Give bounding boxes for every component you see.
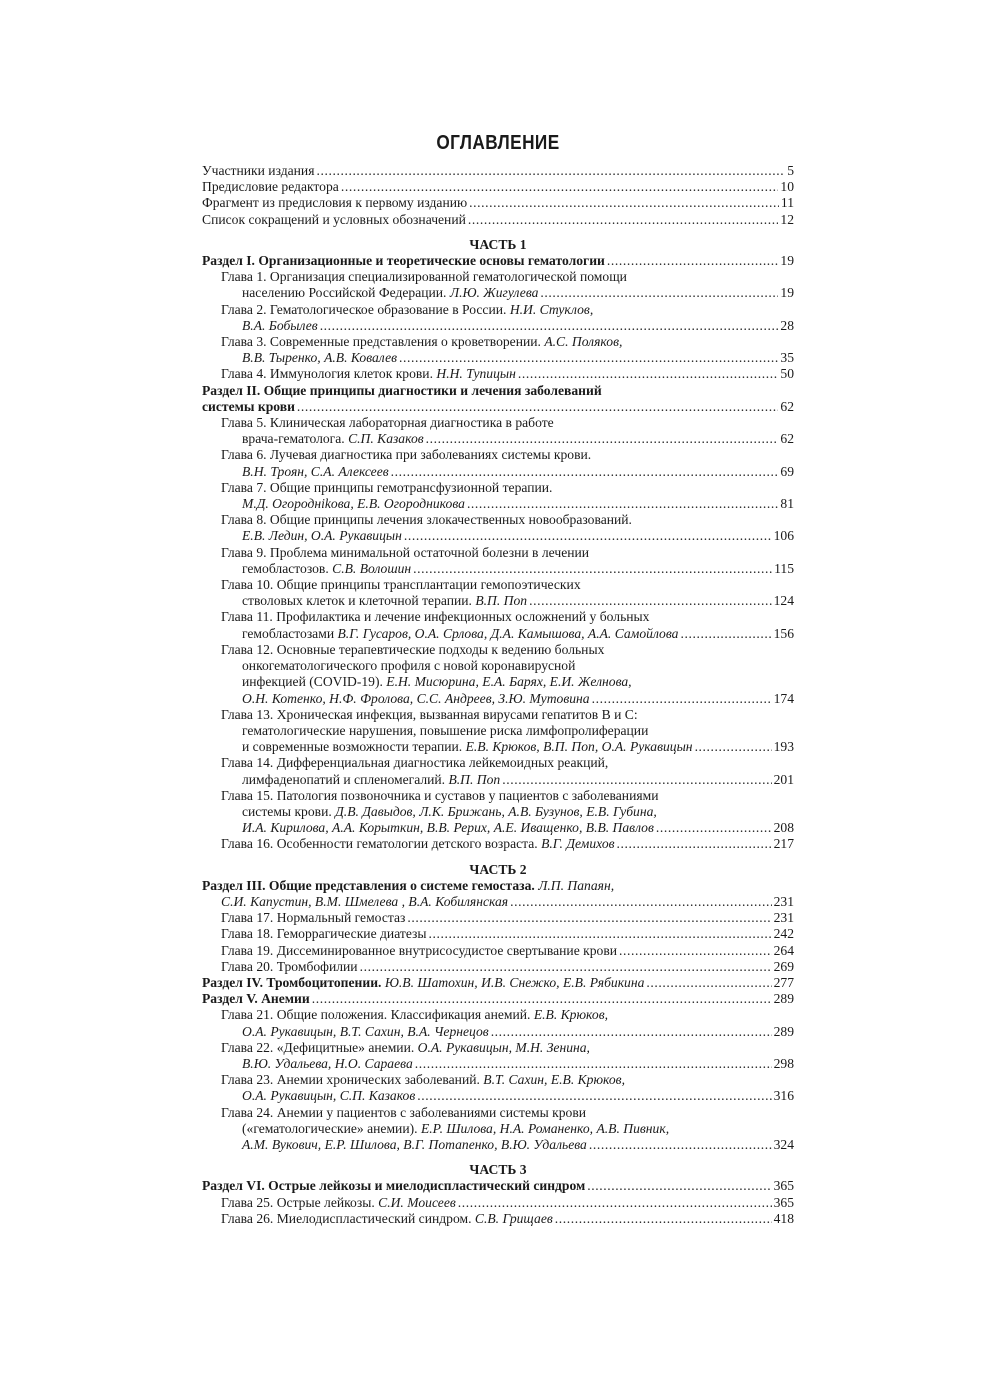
- dot-leader: [413, 561, 772, 577]
- toc-chapter[interactable]: [202, 447, 794, 463]
- entry-text: [221, 788, 659, 804]
- page-number: 115: [774, 560, 794, 576]
- entry-text: [221, 366, 516, 382]
- toc-chapter[interactable]: [202, 1088, 794, 1104]
- page-number: 418: [773, 1210, 794, 1226]
- page-number: 124: [773, 593, 794, 609]
- entry-text: [242, 820, 654, 836]
- entry-text: [221, 269, 627, 285]
- toc-chapter[interactable]: [202, 820, 794, 836]
- authors: В.В. Тыренко, А.В. Ковалев: [242, 350, 397, 366]
- toc-chapter[interactable]: [202, 755, 794, 771]
- authors: Е.Р. Шилова, Н.А. Романенко, А.В. Пивник,: [420, 1120, 670, 1136]
- toc-chapter[interactable]: [202, 431, 794, 447]
- chapter-title: Список сокращений и условных обозначений: [202, 211, 466, 227]
- entry-text: [202, 878, 614, 894]
- entry-text: [242, 285, 538, 301]
- toc-chapter[interactable]: [202, 1072, 794, 1088]
- chapter-title: Глава 15. Патология позвоночника и суставов у пациентов с заболеваниями: [221, 787, 659, 803]
- entry-text: [242, 431, 424, 447]
- front-matter-entry[interactable]: [202, 212, 794, 228]
- page-number: 289: [773, 1023, 794, 1039]
- chapter-title: Глава 8. Общие принципы лечения злокачественных новообразований.: [221, 512, 632, 528]
- toc-chapter[interactable]: [202, 528, 794, 544]
- authors: В.Ю. Удальева, Н.О. Сараева: [242, 1055, 413, 1071]
- front-matter-entry[interactable]: [202, 195, 794, 211]
- toc-chapter[interactable]: [202, 959, 794, 975]
- chapter-title: гематологические нарушения, повышение риска лимфопролиферации: [242, 722, 649, 738]
- toc-chapter[interactable]: [202, 269, 794, 285]
- page-number: 231: [773, 910, 794, 926]
- authors: В.Г. Демихов: [541, 836, 615, 852]
- page-number: 19: [780, 253, 794, 269]
- authors: Н.Н. Тупицын: [436, 366, 516, 382]
- toc-chapter[interactable]: [202, 285, 794, 301]
- entry-text: [202, 383, 602, 399]
- section-title: системы крови: [202, 398, 295, 414]
- entry-text: [242, 593, 527, 609]
- dot-leader: [589, 1137, 772, 1153]
- part-heading: ЧАСТЬ 1: [469, 236, 527, 252]
- page-number: 193: [773, 739, 794, 755]
- toc-chapter[interactable]: [202, 772, 794, 788]
- chapter-title: Глава 24. Анемии у пациентов с заболеваниями системы крови: [221, 1104, 587, 1120]
- page-number: 365: [773, 1194, 794, 1210]
- section-title: Раздел VI. Острые лейкозы и миелодиспластический синдром: [202, 1178, 586, 1194]
- dot-leader: [469, 195, 779, 211]
- dot-leader: [426, 431, 779, 447]
- entry-text: [242, 1024, 489, 1040]
- dot-leader: [360, 959, 772, 975]
- entry-text: [242, 804, 657, 820]
- page-number: 174: [773, 690, 794, 706]
- page-number: 269: [773, 958, 794, 974]
- chapter-title: системы крови.: [242, 803, 336, 819]
- entry-text: [242, 626, 678, 642]
- toc-chapter[interactable]: [202, 1137, 794, 1153]
- toc-chapter[interactable]: [202, 723, 794, 739]
- entry-text: [221, 894, 508, 910]
- entry-text: [242, 1121, 669, 1137]
- authors: В.П. Поп: [448, 771, 501, 787]
- authors: А.С. Поляков,: [544, 334, 623, 350]
- entry-text: [242, 674, 632, 690]
- dot-leader: [320, 318, 779, 334]
- front-matter-entry[interactable]: [202, 179, 794, 195]
- dot-leader: [316, 163, 785, 179]
- chapter-title: гемобластозами: [242, 625, 338, 641]
- chapter-title: Предисловие редактора: [202, 179, 339, 195]
- chapter-title: Глава 19. Диссеминированное внутрисосудистое свертывание крови: [221, 942, 618, 958]
- entry-text: [221, 707, 638, 723]
- toc-chapter[interactable]: [202, 1121, 794, 1137]
- dot-leader: [592, 691, 772, 707]
- page-number: 201: [773, 771, 794, 787]
- toc-chapter[interactable]: [202, 1007, 794, 1023]
- toc-chapter[interactable]: [202, 1040, 794, 1056]
- chapter-title: Глава 6. Лучевая диагностика при заболеваниях системы крови.: [221, 447, 592, 463]
- authors: О.А. Рукавицын, С.П. Казаков: [242, 1088, 416, 1104]
- authors: Н.И. Стуклов,: [509, 301, 594, 317]
- entry-text: [221, 577, 581, 593]
- page-number: 277: [773, 974, 794, 990]
- entry-text: [221, 415, 554, 431]
- chapter-title: Глава 14. Дифференциальная диагностика лейкемоидных реакций,: [221, 755, 609, 771]
- toc-chapter[interactable]: [202, 658, 794, 674]
- entry-text: [221, 334, 622, 350]
- page-number: 324: [773, 1136, 794, 1152]
- dot-leader: [312, 991, 772, 1007]
- dot-leader: [680, 626, 771, 642]
- entry-text: [242, 1056, 413, 1072]
- entry-text: [221, 447, 591, 463]
- toc-section[interactable]: [202, 253, 794, 269]
- dot-leader: [555, 1211, 772, 1227]
- page-number: 289: [773, 991, 794, 1007]
- dot-leader: [587, 1178, 771, 1194]
- dot-leader: [407, 910, 771, 926]
- toc-chapter[interactable]: [202, 302, 794, 318]
- chapter-title: Глава 17. Нормальный гемостаз: [221, 910, 406, 926]
- chapter-title: Глава 11. Профилактика и лечение инфекционных осложнений у больных: [221, 609, 650, 625]
- toc-chapter[interactable]: [202, 593, 794, 609]
- chapter-title: Глава 26. Миелодиспластический синдром.: [221, 1210, 475, 1226]
- page-number: 208: [773, 820, 794, 836]
- toc-chapter[interactable]: [202, 577, 794, 593]
- entry-text: [242, 691, 590, 707]
- authors: Л.Ю. Жигулева: [449, 285, 539, 301]
- entry-text: [221, 1040, 590, 1056]
- toc-chapter[interactable]: [202, 642, 794, 658]
- chapter-title: Глава 13. Хроническая инфекция, вызванная вирусами гепатитов B и C:: [221, 706, 638, 722]
- entry-text: [221, 910, 405, 926]
- entry-text: [221, 302, 593, 318]
- toc-chapter[interactable]: [202, 561, 794, 577]
- entry-text: [242, 318, 318, 334]
- authors: Е.В. Крюков, В.П. Поп, О.А. Рукавицын: [465, 739, 693, 755]
- dot-leader: [415, 1056, 772, 1072]
- chapter-title: населению Российской Федерации.: [242, 285, 450, 301]
- section-title: Раздел I. Организационные и теоретические основы гематологии: [202, 253, 605, 269]
- chapter-title: инфекцией (COVID-19).: [242, 674, 387, 690]
- entry-text: [242, 496, 465, 512]
- toc-chapter[interactable]: [202, 626, 794, 642]
- toc-chapter[interactable]: [202, 836, 794, 852]
- authors: С.П. Казаков: [348, 431, 424, 447]
- entry-text: [242, 723, 648, 739]
- toc-chapter[interactable]: [202, 739, 794, 755]
- entry-text: [221, 1105, 586, 1121]
- page-number: 365: [773, 1178, 794, 1194]
- dot-leader: [341, 179, 779, 195]
- toc-chapter[interactable]: [202, 804, 794, 820]
- dot-leader: [619, 943, 772, 959]
- table-of-contents: [202, 163, 794, 1227]
- page-number: 264: [773, 942, 794, 958]
- chapter-title: онкогематологического профиля с новой коронавирусной: [242, 658, 576, 674]
- page-number: 231: [773, 893, 794, 909]
- page-number: 19: [780, 285, 794, 301]
- chapter-title: Глава 18. Геморрагические диатезы: [221, 926, 427, 942]
- chapter-title: Глава 23. Анемии хронических заболеваний.: [221, 1072, 484, 1088]
- toc-chapter[interactable]: [202, 1024, 794, 1040]
- entry-text: [221, 1211, 553, 1227]
- authors: О.Н. Котенко, Н.Ф. Фролова, С.С. Андреев, З.Ю. Мутовина: [242, 690, 590, 706]
- toc-chapter[interactable]: [202, 674, 794, 690]
- page-number: 28: [780, 317, 794, 333]
- chapter-title: гемобластозов.: [242, 560, 333, 576]
- toc-chapter[interactable]: [202, 609, 794, 625]
- entry-text: [202, 163, 314, 179]
- authors: Е.Н. Мисюрина, Е.А. Барях, Е.И. Желнова,: [386, 674, 632, 690]
- entry-text: [221, 943, 617, 959]
- authors: Ю.В. Шатохин, И.В. Снежко, Е.В. Рябикина: [384, 974, 645, 990]
- authors: И.А. Кирилова, А.А. Корыткин, В.В. Рерих, А.Е. Иващенко, В.В. Павлов: [242, 820, 654, 836]
- entry-text: [242, 739, 693, 755]
- chapter-title: Глава 21. Общие положения. Классификация анемий.: [221, 1007, 534, 1023]
- toc-chapter[interactable]: [202, 1105, 794, 1121]
- entry-text: [202, 195, 467, 211]
- dot-leader: [404, 528, 772, 544]
- dot-leader: [458, 1195, 772, 1211]
- authors: В.А. Бобылев: [242, 317, 318, 333]
- entry-text: [202, 399, 295, 415]
- page-number: 12: [780, 211, 794, 227]
- authors: С.В. Волошин: [332, 560, 412, 576]
- entry-text: [221, 1072, 625, 1088]
- chapter-title: Глава 16. Особенности гематологии детского возраста.: [221, 836, 542, 852]
- dot-leader: [617, 836, 772, 852]
- chapter-title: Глава 22. «Дефицитные» анемии.: [221, 1039, 418, 1055]
- dot-leader: [399, 350, 778, 366]
- part-heading: ЧАСТЬ 3: [469, 1162, 527, 1178]
- entry-text: [202, 991, 310, 1007]
- chapter-title: Глава 3. Современные представления о кроветворении.: [221, 334, 545, 350]
- chapter-title: Глава 25. Острые лейкозы.: [221, 1194, 379, 1210]
- toc-chapter[interactable]: [202, 545, 794, 561]
- toc-chapter[interactable]: [202, 707, 794, 723]
- page-number: 298: [773, 1055, 794, 1071]
- entry-text: [242, 561, 411, 577]
- front-matter-entry[interactable]: [202, 163, 794, 179]
- dot-leader: [468, 212, 779, 228]
- entry-text: [221, 642, 604, 658]
- toc-page: [202, 128, 794, 1227]
- page-number: 11: [780, 195, 794, 211]
- page-number: 242: [773, 926, 794, 942]
- authors: О.А. Рукавицын, М.Н. Зенина,: [417, 1039, 590, 1055]
- page-number: 50: [780, 366, 794, 382]
- dot-leader: [656, 820, 772, 836]
- part-heading: ЧАСТЬ 2: [469, 861, 527, 877]
- authors: С.И. Моисеев: [378, 1194, 456, 1210]
- authors: В.Т. Сахин, Е.В. Крюков,: [483, 1072, 625, 1088]
- toc-section[interactable]: [202, 399, 794, 415]
- dot-leader: [391, 464, 779, 480]
- page-number: 106: [773, 528, 794, 544]
- page-number: 69: [780, 463, 794, 479]
- entry-text: [242, 658, 575, 674]
- authors: В.Г. Гусаров, О.А. Срлова, Д.А. Камышова, А.А. Самойлова: [337, 625, 679, 641]
- page-number: 156: [773, 625, 794, 641]
- authors: Е.В. Крюков,: [533, 1007, 608, 1023]
- page-number: 10: [780, 179, 794, 195]
- chapter-title: Глава 2. Гематологическое образование в России.: [221, 301, 510, 317]
- chapter-title: Глава 9. Проблема минимальной остаточной болезни в лечении: [221, 544, 590, 560]
- toc-chapter[interactable]: [202, 350, 794, 366]
- page-number: 62: [780, 398, 794, 414]
- toc-section[interactable]: [202, 1178, 794, 1194]
- entry-text: [202, 1178, 585, 1194]
- chapter-title: Фрагмент из предисловия к первому изданию: [202, 195, 468, 211]
- toc-chapter[interactable]: [202, 334, 794, 350]
- toc-chapter[interactable]: [202, 926, 794, 942]
- entry-text: [202, 212, 466, 228]
- section-title: Раздел V. Анемии: [202, 991, 310, 1007]
- toc-chapter[interactable]: [202, 1211, 794, 1227]
- chapter-title: стволовых клеток и клеточной терапии.: [242, 593, 476, 609]
- chapter-title: Глава 10. Общие принципы трансплантации гемопоэтических: [221, 577, 581, 593]
- entry-text: [242, 528, 402, 544]
- section-title: Раздел II. Общие принципы диагностики и лечения заболеваний: [202, 382, 602, 398]
- entry-text: [221, 926, 427, 942]
- page-title: ОГЛАВЛЕНИЕ: [436, 132, 560, 154]
- chapter-title: Глава 7. Общие принципы гемотрансфузионной терапии.: [221, 479, 553, 495]
- entry-text: [242, 772, 500, 788]
- toc-section[interactable]: [202, 878, 794, 894]
- entry-text: [221, 836, 615, 852]
- dot-leader: [646, 975, 771, 991]
- toc-chapter[interactable]: [202, 366, 794, 382]
- authors: А.М. Вукович, Е.Р. Шилова, В.Г. Потапенко, В.Ю. Удальева: [242, 1136, 587, 1152]
- page-number: 35: [780, 350, 794, 366]
- dot-leader: [607, 253, 779, 269]
- section-title: Раздел III. Общие представления о системе гемостаза.: [202, 877, 539, 893]
- toc-section[interactable]: [202, 975, 794, 991]
- toc-chapter[interactable]: [202, 464, 794, 480]
- entry-text: [221, 959, 358, 975]
- dot-leader: [417, 1088, 771, 1104]
- dot-leader: [695, 739, 772, 755]
- authors: В.П. Поп: [475, 593, 528, 609]
- chapter-title: лимфаденопатий и спленомегалий.: [242, 771, 449, 787]
- page-number: 217: [773, 836, 794, 852]
- toc-chapter[interactable]: [202, 512, 794, 528]
- toc-chapter[interactable]: [202, 480, 794, 496]
- toc-section[interactable]: [202, 383, 794, 399]
- entry-text: [202, 253, 605, 269]
- chapter-title: Участники издания: [202, 163, 315, 178]
- authors: Е.В. Ледин, О.А. Рукавицын: [242, 528, 402, 544]
- chapter-title: Глава 4. Иммунология клеток крови.: [221, 366, 437, 382]
- chapter-title: Глава 12. Основные терапевтические подходы к ведению больных: [221, 641, 605, 657]
- authors: С.В. Грищаев: [474, 1210, 553, 1226]
- dot-leader: [502, 772, 771, 788]
- section-title: Раздел IV. Тромбоцитопении.: [202, 974, 385, 990]
- chapter-title: и современные возможности терапии.: [242, 739, 466, 755]
- dot-leader: [518, 366, 779, 382]
- entry-text: [221, 1007, 608, 1023]
- entry-text: [202, 179, 339, 195]
- toc-chapter[interactable]: [202, 894, 794, 910]
- authors: С.И. Капустин, В.М. Шмелева , В.А. Кобилянская: [221, 893, 509, 909]
- toc-chapter[interactable]: [202, 691, 794, 707]
- page-number: 316: [773, 1088, 794, 1104]
- chapter-title: Глава 5. Клиническая лабораторная диагностика в работе: [221, 415, 554, 431]
- dot-leader: [529, 593, 772, 609]
- toc-chapter[interactable]: [202, 1056, 794, 1072]
- toc-chapter[interactable]: [202, 788, 794, 804]
- dot-leader: [510, 894, 771, 910]
- chapter-title: («гематологические» анемии).: [242, 1120, 421, 1136]
- dot-leader: [540, 285, 778, 301]
- authors: Д.В. Давыдов, Л.К. Брижань, А.В. Бузунов, Е.В. Губина,: [335, 803, 657, 819]
- chapter-title: врача-гематолога.: [242, 431, 349, 447]
- dot-leader: [297, 399, 779, 415]
- dot-leader: [491, 1024, 772, 1040]
- entry-text: [221, 609, 649, 625]
- entry-text: [242, 464, 389, 480]
- chapter-title: Глава 20. Тромбофилии: [221, 958, 358, 974]
- authors: О.А. Рукавицын, В.Т. Сахин, В.А. Чернецов: [242, 1023, 489, 1039]
- entry-text: [242, 1137, 587, 1153]
- entry-text: [242, 350, 397, 366]
- toc-chapter[interactable]: [202, 910, 794, 926]
- dot-leader: [429, 926, 772, 942]
- toc-chapter[interactable]: [202, 415, 794, 431]
- toc-chapter[interactable]: [202, 318, 794, 334]
- entry-text: [221, 512, 632, 528]
- chapter-title: Глава 1. Организация специализированной гематологической помощи: [221, 269, 627, 285]
- entry-text: [221, 755, 608, 771]
- authors: В.Н. Троян, С.А. Алексеев: [242, 463, 389, 479]
- authors: М.Д. Огороднikова, Е.В. Огородникова: [242, 496, 465, 512]
- authors: Л.П. Папаян,: [538, 877, 615, 893]
- page-number: 5: [787, 163, 794, 178]
- dot-leader: [467, 496, 778, 512]
- entry-text: [221, 1195, 456, 1211]
- toc-chapter[interactable]: [202, 943, 794, 959]
- toc-chapter[interactable]: [202, 496, 794, 512]
- entry-text: [221, 480, 552, 496]
- page-number: 62: [780, 431, 794, 447]
- toc-section[interactable]: [202, 991, 794, 1007]
- page-number: 81: [780, 496, 794, 512]
- entry-text: [242, 1088, 415, 1104]
- toc-chapter[interactable]: [202, 1195, 794, 1211]
- entry-text: [221, 545, 589, 561]
- entry-text: [202, 975, 644, 991]
